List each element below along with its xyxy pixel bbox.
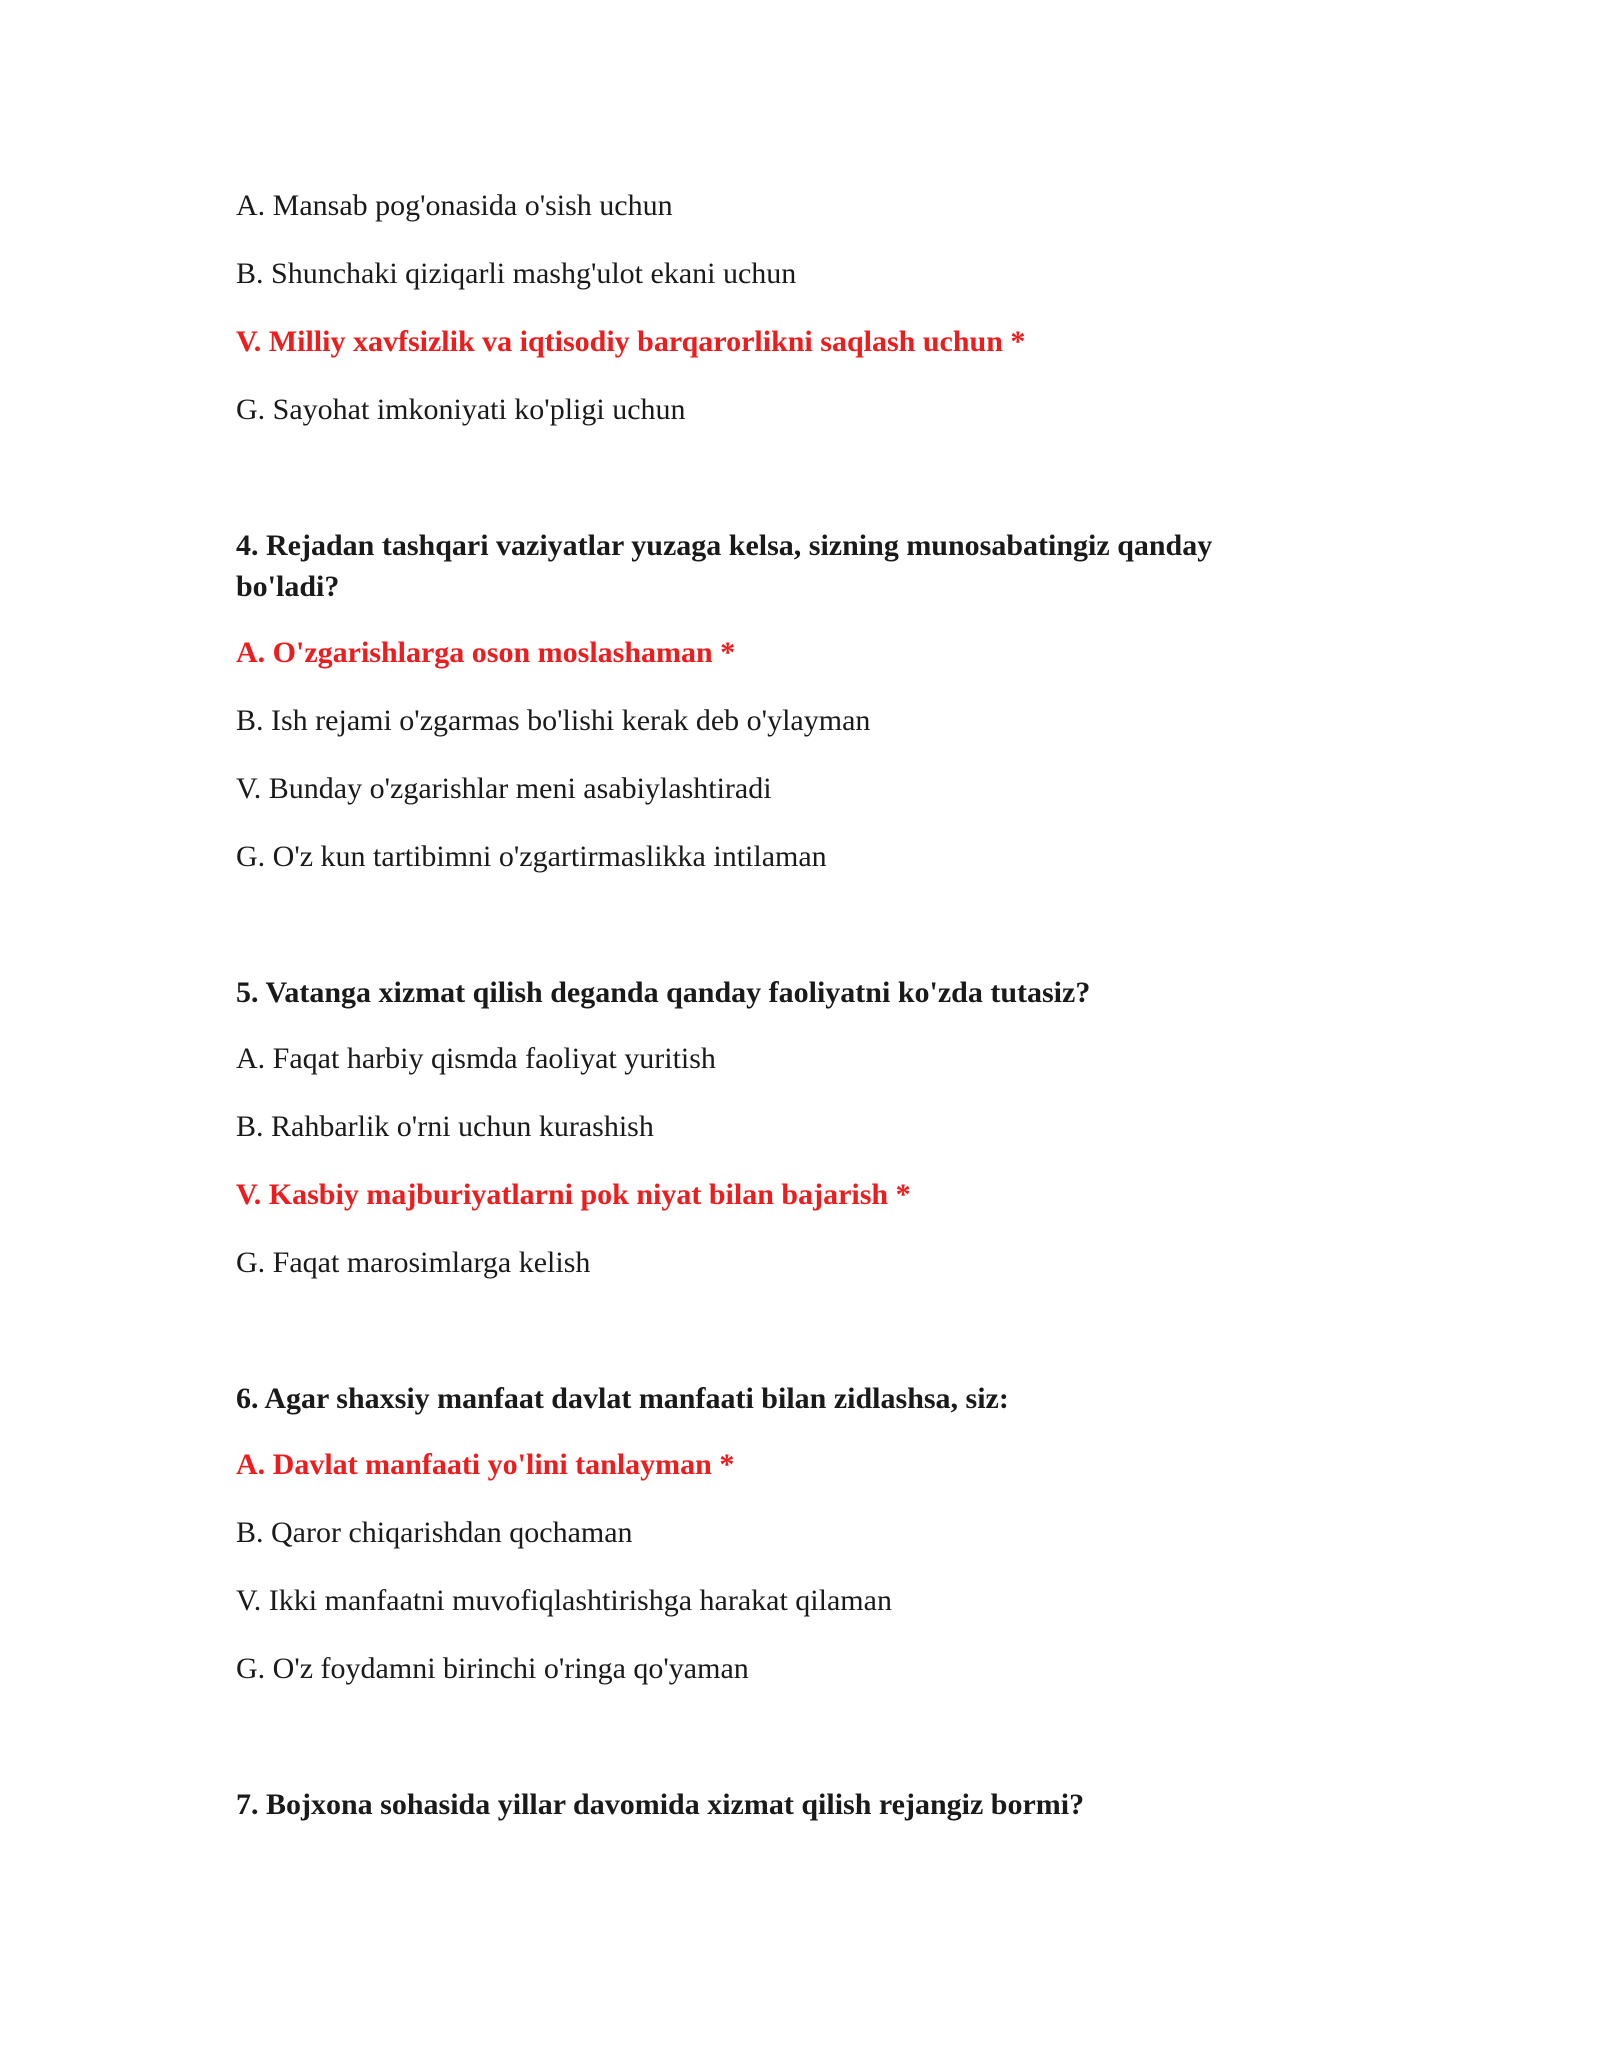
question-block-6	[236, 1378, 1296, 1689]
question-text: 6. Agar shaxsiy manfaat davlat manfaati bilan zidlashsa, siz:	[236, 1382, 1009, 1415]
answer-option: V. Bunday o'zgarishlar meni asabiylashtiradi	[236, 772, 772, 805]
answer-option: A. Faqat harbiy qismda faoliyat yuritish	[236, 1042, 716, 1075]
spacer	[236, 1311, 1296, 1378]
question-block-3	[236, 186, 1296, 430]
correct-answer-option: A. O'zgarishlarga oson moslashaman *	[236, 636, 736, 669]
answer-option: B. Ish rejami o'zgarmas bo'lishi kerak deb o'ylayman	[236, 704, 871, 737]
spacer	[236, 458, 1296, 525]
answer-option: V. Ikki manfaatni muvofiqlashtirishga harakat qilaman	[236, 1584, 892, 1617]
correct-answer-option: V. Kasbiy majburiyatlarni pok niyat bilan bajarish *	[236, 1178, 911, 1211]
answer-option: B. Shunchaki qiziqarli mashg'ulot ekani uchun	[236, 257, 797, 290]
correct-answer-option: A. Davlat manfaati yo'lini tanlayman *	[236, 1448, 735, 1481]
quiz-content	[236, 186, 1296, 1851]
answer-option: A. Mansab pog'onasida o'sish uchun	[236, 189, 673, 222]
answer-option: G. Sayohat imkoniyati ko'pligi uchun	[236, 393, 686, 426]
correct-answer-option: V. Milliy xavfsizlik va iqtisodiy barqarorlikni saqlash uchun *	[236, 325, 1026, 358]
question-block-5	[236, 972, 1296, 1283]
question-text: 4. Rejadan tashqari vaziyatlar yuzaga kelsa, sizning munosabatingiz qanday bo'ladi?	[236, 529, 1213, 603]
answer-option: G. Faqat marosimlarga kelish	[236, 1246, 591, 1279]
question-text: 5. Vatanga xizmat qilish deganda qanday faoliyatni ko'zda tutasiz?	[236, 976, 1091, 1009]
answer-option: B. Rahbarlik o'rni uchun kurashish	[236, 1110, 654, 1143]
spacer	[236, 1717, 1296, 1784]
question-block-7	[236, 1784, 1296, 1825]
question-block-4	[236, 525, 1296, 877]
spacer	[236, 905, 1296, 972]
answer-option: G. O'z foydamni birinchi o'ringa qo'yaman	[236, 1652, 749, 1685]
answer-option: B. Qaror chiqarishdan qochaman	[236, 1516, 633, 1549]
answer-option: G. O'z kun tartibimni o'zgartirmaslikka intilaman	[236, 840, 827, 873]
question-text: 7. Bojxona sohasida yillar davomida xizmat qilish rejangiz bormi?	[236, 1788, 1085, 1821]
